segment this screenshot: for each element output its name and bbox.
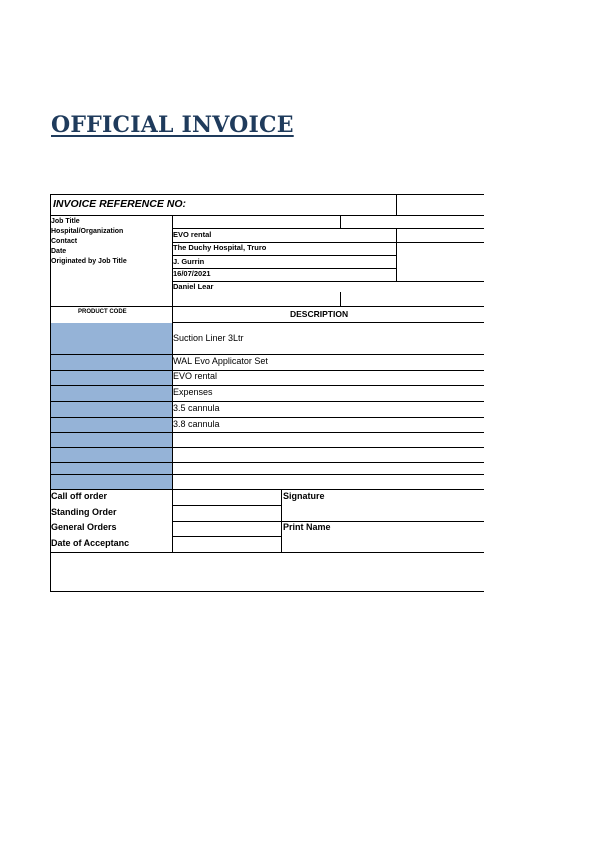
info-label-contact: Contact <box>51 238 78 245</box>
product-code-cell[interactable] <box>51 323 172 354</box>
line-item-description[interactable]: 3.8 cannula <box>173 419 220 429</box>
invoice-form <box>50 194 484 592</box>
product-code-cell[interactable] <box>51 355 172 370</box>
invoice-title: OFFICIAL INVOICE <box>51 112 294 138</box>
standing-order-label: Standing Order <box>51 507 117 517</box>
product-code-cell[interactable] <box>51 448 172 462</box>
line-item-description[interactable]: WAL Evo Applicator Set <box>173 356 268 366</box>
description-header: DESCRIPTION <box>290 309 349 319</box>
product-code-cell[interactable] <box>51 463 172 474</box>
invoice-reference-label: INVOICE REFERENCE NO: <box>53 198 187 210</box>
product-code-header: PRODUCT CODE <box>78 309 127 315</box>
line-item-description[interactable]: 3.5 cannula <box>173 403 220 413</box>
info-value-job-title[interactable]: EVO rental <box>173 230 212 239</box>
product-code-cell[interactable] <box>51 386 172 401</box>
info-value-date[interactable]: 16/07/2021 <box>173 269 211 278</box>
info-value-contact[interactable]: J. Gurrin <box>173 257 205 266</box>
product-code-cell[interactable] <box>51 418 172 432</box>
info-label-job-title: Job Title <box>51 218 80 225</box>
line-item-description[interactable]: EVO rental <box>173 371 218 381</box>
info-label-originated-by: Originated by Job Title <box>51 258 127 265</box>
line-item-description[interactable]: Suction Liner 3Ltr <box>173 333 244 343</box>
product-code-cell[interactable] <box>51 371 172 385</box>
date-of-acceptance-label: Date of Acceptanc <box>51 538 130 548</box>
info-label-date: Date <box>51 248 67 255</box>
call-off-order-label: Call off order <box>51 491 108 501</box>
info-label-hospital: Hospital/Organization <box>51 228 124 235</box>
product-code-cell[interactable] <box>51 433 172 447</box>
product-code-cell[interactable] <box>51 402 172 417</box>
line-item-description[interactable]: Expenses <box>173 387 213 397</box>
info-value-originated-by[interactable]: Daniel Lear <box>173 282 214 291</box>
signature-label: Signature <box>283 491 325 501</box>
print-name-label: Print Name <box>283 522 331 532</box>
general-orders-label: General Orders <box>51 522 117 532</box>
product-code-cell[interactable] <box>51 475 172 489</box>
info-value-hospital[interactable]: The Duchy Hospital, Truro <box>173 243 267 252</box>
